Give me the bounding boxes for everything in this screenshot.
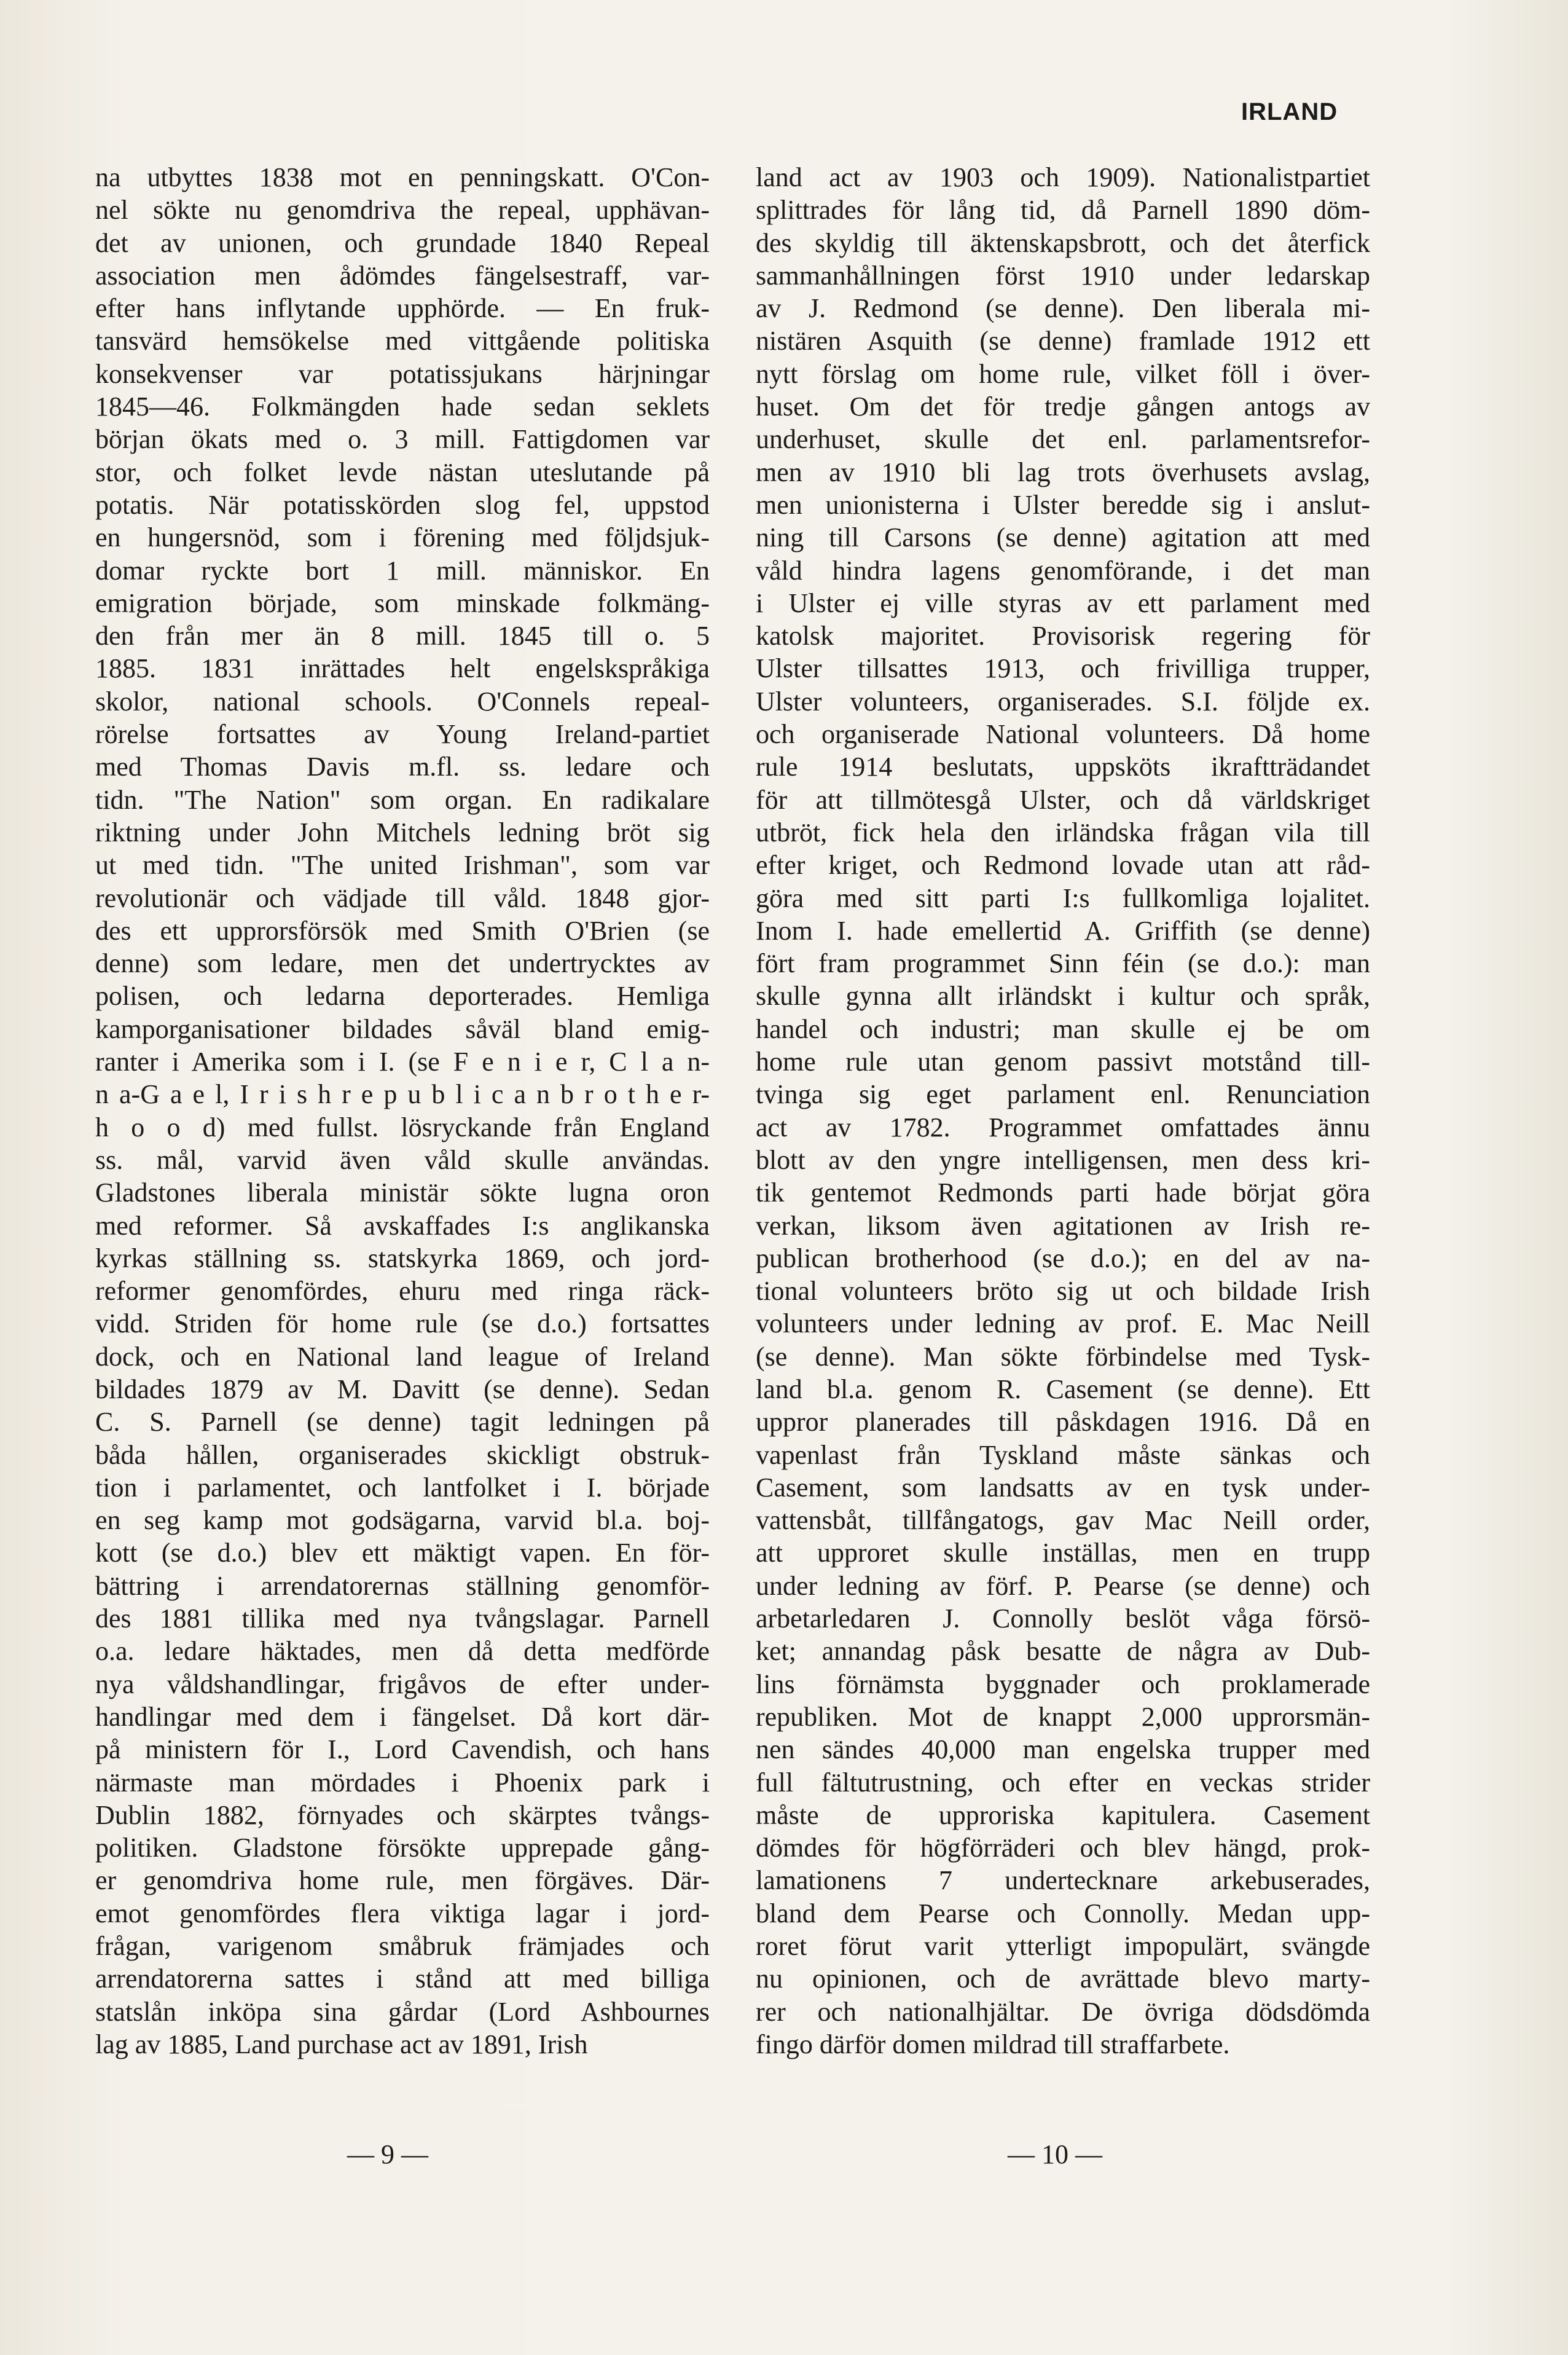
text-line: roret förut varit ytterligt impopulärt, svängde: [756, 1931, 1370, 1962]
text-line: verkan, liksom även agitationen av Irish re-: [756, 1210, 1370, 1241]
text-line: frågan, varigenom småbruk främjades och: [95, 1931, 710, 1962]
text-line: Ulster tillsattes 1913, och frivilliga trupper,: [756, 653, 1370, 684]
text-line: nu opinionen, och de avrättade blevo marty-: [756, 1964, 1370, 1994]
text-line: göra med sitt parti I:s fullkomliga lojalitet.: [756, 883, 1370, 913]
text-line: kamporganisationer bildades såväl bland emig-: [95, 1013, 710, 1044]
text-line: potatis. När potatisskörden slog fel, uppstod: [95, 489, 710, 520]
text-line: tik gentemot Redmonds parti hade börjat göra: [756, 1178, 1370, 1208]
page-number-right: — 10 —: [1008, 2139, 1102, 2169]
text-line: Gladstones liberala ministär sökte lugna oron: [95, 1178, 710, 1208]
text-line: splittrades för lång tid, då Parnell 1890 döm-: [756, 195, 1370, 226]
text-line: det av unionen, och grundade 1840 Repeal: [95, 227, 710, 258]
text-line: 1845—46. Folkmängden hade sedan seklets: [95, 391, 710, 422]
text-line: tvinga sig eget parlament enl. Renunciation: [756, 1079, 1370, 1110]
text-line: utbröt, fick hela den irländska frågan vila till: [756, 817, 1370, 847]
text-line: efter hans inflytande upphörde. — En fruk-: [95, 293, 710, 324]
text-line: politiken. Gladstone försökte upprepade gång-: [95, 1833, 710, 1863]
text-line: association men ådömdes fängelsestraff, var-: [95, 260, 710, 291]
text-line: men av 1910 bli lag trots överhusets avslag,: [756, 457, 1370, 487]
text-line: vapenlast från Tyskland måste sänkas och: [756, 1439, 1370, 1470]
text-line: blott av den yngre intelligensen, men dess kri-: [756, 1144, 1370, 1175]
text-line: Dublin 1882, förnyades och skärptes tvångs-: [95, 1799, 710, 1830]
text-line: den från mer än 8 mill. 1845 till o. 5: [95, 621, 710, 651]
text-line: sammanhållningen först 1910 under ledarskap: [756, 260, 1370, 291]
text-line: volunteers under ledning av prof. E. Mac Neill: [756, 1308, 1370, 1339]
text-line: uppror planerades till påskdagen 1916. Då en: [756, 1407, 1370, 1437]
text-line: fört fram programmet Sinn féin (se d.o.): man: [756, 948, 1370, 979]
text-line: skulle gynna allt irländskt i kultur och språk,: [756, 981, 1370, 1012]
text-line: nel sökte nu genomdriva the repeal, upphävan-: [95, 195, 710, 226]
text-line: arbetarledaren J. Connolly beslöt våga försö-: [756, 1603, 1370, 1634]
text-line: underhuset, skulle det enl. parlamentsrefor-: [756, 424, 1370, 455]
text-line: våld hindra lagens genomförande, i det man: [756, 555, 1370, 586]
right-text-column: [756, 161, 1370, 2061]
text-line: nya våldshandlingar, frigåvos de efter under-: [95, 1669, 710, 1699]
text-line: nytt förslag om home rule, vilket föll i över-: [756, 358, 1370, 389]
text-line: h o o d) med fullst. lösryckande från England: [95, 1112, 710, 1142]
text-line: 1885. 1831 inrättades helt engelskspråkiga: [95, 653, 710, 684]
text-line: riktning under John Mitchels ledning bröt sig: [95, 817, 710, 847]
text-line: rer och nationalhjältar. De övriga dödsdömda: [756, 1996, 1370, 2027]
text-line: des 1881 tillika med nya tvångslagar. Parnell: [95, 1603, 710, 1634]
text-line: er genomdriva home rule, men förgäves. Där-: [95, 1865, 710, 1896]
text-line: efter kriget, och Redmond lovade utan att råd-: [756, 850, 1370, 881]
text-line: kott (se d.o.) blev ett mäktigt vapen. En för-: [95, 1538, 710, 1568]
text-line: rörelse fortsattes av Young Ireland-partiet: [95, 719, 710, 750]
text-line: fingo därför domen mildrad till straffarbete.: [756, 2029, 1230, 2059]
text-line: des skyldig till äktenskapsbrott, och det återfick: [756, 227, 1370, 258]
text-line: båda hållen, organiserades skickligt obstruk-: [95, 1439, 710, 1470]
text-line: (se denne). Man sökte förbindelse med Tysk-: [756, 1341, 1370, 1372]
text-line: på ministern för I., Lord Cavendish, och hans: [95, 1734, 710, 1765]
page-number-left: — 9 —: [347, 2139, 428, 2169]
text-line: närmaste man mördades i Phoenix park i: [95, 1767, 710, 1798]
text-line: full fältutrustning, och efter en veckas strider: [756, 1767, 1370, 1798]
text-line: o.a. ledare häktades, men då detta medförde: [95, 1636, 710, 1667]
text-line: bland dem Pearse och Connolly. Medan upp-: [756, 1898, 1370, 1928]
text-line: republiken. Mot de knappt 2,000 upprorsmän-: [756, 1701, 1370, 1732]
text-line: skolor, national schools. O'Connels repeal-: [95, 686, 710, 717]
text-line: en hungersnöd, som i förening med följdsjuk-: [95, 522, 710, 553]
text-line: vidd. Striden för home rule (se d.o.) fortsattes: [95, 1308, 710, 1339]
text-line: att upproret skulle inställas, men en trupp: [756, 1538, 1370, 1568]
text-line: des ett upprorsförsök med Smith O'Brien (se: [95, 915, 710, 946]
text-line: konsekvenser var potatissjukans härjningar: [95, 358, 710, 389]
text-line: dömdes för högförräderi och blev hängd, prok-: [756, 1833, 1370, 1863]
text-line: arrendatorerna sattes i stånd att med billiga: [95, 1964, 710, 1994]
text-line: Inom I. hade emellertid A. Griffith (se denne): [756, 915, 1370, 946]
text-line: och organiserade National volunteers. Då home: [756, 719, 1370, 750]
text-line: dock, och en National land league of Ireland: [95, 1341, 710, 1372]
text-line: bildades 1879 av M. Davitt (se denne). Sedan: [95, 1374, 710, 1404]
text-line: Ulster volunteers, organiserades. S.I. följde ex.: [756, 686, 1370, 717]
text-line: handel och industri; man skulle ej be om: [756, 1013, 1370, 1044]
text-line: tidn. "The Nation" som organ. En radikalare: [95, 784, 710, 815]
text-line: Casement, som landsatts av en tysk under-: [756, 1472, 1370, 1503]
text-line: huset. Om det för tredje gången antogs av: [756, 391, 1370, 422]
text-line: med Thomas Davis m.fl. ss. ledare och: [95, 752, 710, 782]
text-line: handlingar med dem i fängelset. Då kort där-: [95, 1701, 710, 1732]
text-line: tional volunteers bröto sig ut och bildade Irish: [756, 1276, 1370, 1307]
text-line: emigration började, som minskade folkmäng-: [95, 588, 710, 618]
text-line: tansvärd hemsökelse med vittgående politiska: [95, 326, 710, 356]
text-line: ss. mål, varvid även våld skulle användas.: [95, 1144, 710, 1175]
text-line: katolsk majoritet. Provisorisk regering för: [756, 621, 1370, 651]
text-line: na utbyttes 1838 mot en penningskatt. O'Con-: [95, 162, 710, 192]
text-line: vattensbåt, tillfångatogs, gav Mac Neill order,: [756, 1505, 1370, 1536]
text-line: bättring i arrendatorernas ställning genomför-: [95, 1570, 710, 1601]
text-line: polisen, och ledarna deporterades. Hemliga: [95, 981, 710, 1012]
text-line: rule 1914 beslutats, uppsköts ikraftträdandet: [756, 752, 1370, 782]
text-line: reformer genomfördes, ehuru med ringa räck-: [95, 1276, 710, 1307]
text-line: lamationens 7 undertecknare arkebuserades,: [756, 1865, 1370, 1896]
text-line: C. S. Parnell (se denne) tagit ledningen på: [95, 1407, 710, 1437]
left-text-column: [95, 161, 710, 2061]
text-line: ranter i Amerika som i I. (se F e n i e r, C l a n-: [95, 1047, 710, 1077]
text-line: denne) som ledare, men det undertrycktes av: [95, 948, 710, 979]
text-line: ning till Carsons (se denne) agitation att med: [756, 522, 1370, 553]
text-line: för att tillmötesgå Ulster, och då världskriget: [756, 784, 1370, 815]
text-line: ut med tidn. "The united Irishman", som var: [95, 850, 710, 881]
text-line: i Ulster ej ville styras av ett parlament med: [756, 588, 1370, 618]
text-line: land act av 1903 och 1909). Nationalistpartiet: [756, 162, 1370, 192]
text-line: men unionisterna i Ulster beredde sig i anslut-: [756, 489, 1370, 520]
text-line: med reformer. Så avskaffades I:s anglikanska: [95, 1210, 710, 1241]
text-line: publican brotherhood (se d.o.); en del av na-: [756, 1243, 1370, 1273]
text-line: act av 1782. Programmet omfattades ännu: [756, 1112, 1370, 1142]
text-line: land bl.a. genom R. Casement (se denne). Ett: [756, 1374, 1370, 1404]
text-line: under ledning av förf. P. Pearse (se denne) och: [756, 1570, 1370, 1601]
text-line: nen sändes 40,000 man engelska trupper med: [756, 1734, 1370, 1765]
text-line: tion i parlamentet, och lantfolket i I. började: [95, 1472, 710, 1503]
text-line: emot genomfördes flera viktiga lagar i jord-: [95, 1898, 710, 1928]
text-line: ket; annandag påsk besatte de några av Dub-: [756, 1636, 1370, 1667]
text-line: stor, och folket levde nästan uteslutande på: [95, 457, 710, 487]
text-line: lins förnämsta byggnader och proklamerade: [756, 1669, 1370, 1699]
text-line: nistären Asquith (se denne) framlade 1912 ett: [756, 326, 1370, 356]
text-line: home rule utan genom passivt motstånd till-: [756, 1047, 1370, 1077]
text-line: kyrkas ställning ss. statskyrka 1869, och jord-: [95, 1243, 710, 1273]
text-line: en seg kamp mot godsägarna, varvid bl.a. boj-: [95, 1505, 710, 1536]
text-line: av J. Redmond (se denne). Den liberala mi-: [756, 293, 1370, 324]
text-line: statslån inköpa sina gårdar (Lord Ashbournes: [95, 1996, 710, 2027]
text-line: n a-G a e l, I r i s h r e p u b l i c a n b r o t h e r-: [95, 1079, 710, 1110]
text-line: lag av 1885, Land purchase act av 1891, Irish: [95, 2029, 588, 2059]
text-line: domar ryckte bort 1 mill. människor. En: [95, 555, 710, 586]
text-line: början ökats med o. 3 mill. Fattigdomen var: [95, 424, 710, 455]
text-line: måste de upproriska kapitulera. Casement: [756, 1799, 1370, 1830]
text-line: revolutionär och vädjade till våld. 1848 gjor-: [95, 883, 710, 913]
running-header: IRLAND: [1241, 98, 1338, 125]
